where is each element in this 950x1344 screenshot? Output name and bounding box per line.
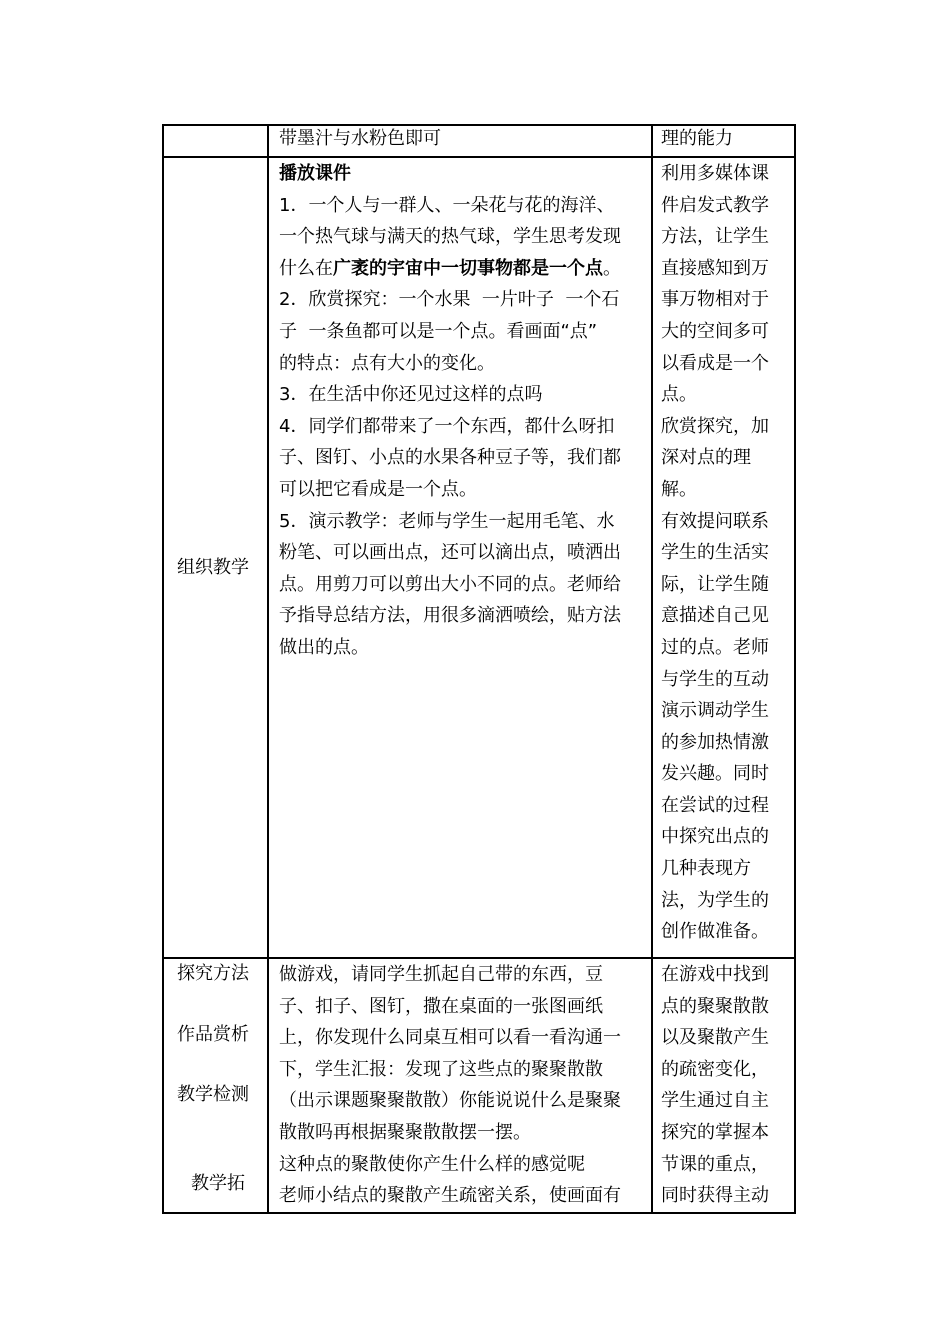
text-line: 老师小结点的聚散产生疏密关系，使画面有	[279, 1185, 621, 1207]
process-cell	[268, 958, 652, 1213]
text-line: 粉笔、可以画出点，还可以滴出点，喷洒出	[279, 542, 621, 564]
table-row	[163, 157, 795, 958]
stage-cell	[163, 125, 268, 157]
text-span: 什么在	[279, 257, 333, 279]
stage-cell	[163, 157, 268, 958]
text-line: 创作做准备。	[661, 921, 769, 943]
stage-label: 教学拓	[191, 1173, 245, 1194]
text-line: 发兴趣。同时	[661, 763, 769, 785]
text-line: 2．欣赏探究：一个水果 一片叶子 一个石	[279, 289, 620, 311]
table-row	[163, 125, 795, 157]
text-line: 带墨汁与水粉色即可	[279, 128, 441, 149]
text-line: 做出的点。	[279, 636, 369, 658]
stage-label: 教学检测	[177, 1084, 249, 1105]
text-line: 上，你发现什么同桌互相可以看一看沟通一	[279, 1027, 621, 1049]
stage-label: 作品赏析	[177, 1024, 249, 1045]
text-line: （出示课题聚聚散散）你能说说什么是聚聚	[279, 1090, 621, 1112]
text-line: 欣赏探究，加	[661, 415, 769, 437]
text-line: 的特点：点有大小的变化。	[279, 352, 495, 374]
text-line: 下，学生汇报：发现了这些点的聚聚散散	[279, 1058, 603, 1080]
text-line: 这种点的聚散使你产生什么样的感觉呢	[279, 1153, 585, 1175]
text-line: 一个热气球与满天的热气球，学生思考发现	[279, 226, 621, 248]
text-line: 在游戏中找到	[661, 964, 769, 985]
text-line: 演示调动学生	[661, 700, 769, 722]
emphasis-text: 广袤的宇宙中一切事物都是一个点	[333, 257, 603, 279]
text-line: 有效提问联系	[661, 510, 769, 532]
text-line: 子 一条鱼都可以是一个点。看画面“点”	[279, 320, 598, 342]
lesson-plan-table	[162, 124, 796, 1214]
table-row	[163, 958, 795, 1213]
text-line: 点的聚聚散散	[661, 995, 769, 1017]
text-line: 解。	[661, 478, 697, 500]
text-line: 过的点。老师	[661, 636, 769, 658]
text-line: 点。用剪刀可以剪出大小不同的点。老师给	[279, 573, 621, 595]
text-line: 同时获得主动	[661, 1185, 769, 1207]
intent-cell	[652, 958, 795, 1213]
stage-label: 探究方法	[177, 963, 249, 984]
text-line: 的疏密变化，	[661, 1058, 769, 1080]
text-line: 4．同学们都带来了一个东西，都什么呀扣	[279, 415, 615, 437]
process-cell	[268, 125, 652, 157]
text-line: 事万物相对于	[661, 289, 769, 311]
text-line: 与学生的互动	[661, 668, 769, 690]
stage-cell	[163, 958, 268, 1213]
text-line: 的参加热情激	[661, 731, 769, 753]
text-line: 方法，让学生	[661, 226, 769, 248]
text-line: 节课的重点，	[661, 1153, 769, 1175]
text-line: 利用多媒体课	[661, 163, 769, 184]
text-line: 在尝试的过程	[661, 794, 769, 816]
intent-cell	[652, 125, 795, 157]
text-line: 子、图钉、小点的水果各种豆子等，我们都	[279, 447, 621, 469]
text-line: 直接感知到万	[661, 257, 769, 279]
text-line: 际，让学生随	[661, 573, 769, 595]
text-line: 学生的生活实	[661, 542, 769, 564]
text-line: 意描述自己见	[661, 605, 769, 627]
text-line: 5．演示教学：老师与学生一起用毛笔、水	[279, 510, 615, 532]
text-line: 子、扣子、图钉，撒在桌面的一张图画纸	[279, 995, 603, 1017]
process-cell	[268, 157, 652, 958]
intent-cell	[652, 157, 795, 958]
stage-label: 组织教学	[177, 557, 249, 578]
text-line: 点。	[661, 384, 697, 406]
text-line: 以看成是一个	[661, 352, 769, 374]
text-line: 法，为学生的	[661, 889, 769, 911]
text-line: 予指导总结方法，用很多滴洒喷绘，贴方法	[279, 605, 621, 627]
text-line: 理的能力	[661, 128, 733, 149]
text-line: 件启发式教学	[661, 194, 769, 216]
section-heading: 播放课件	[279, 163, 351, 184]
text-line: 做游戏，请同学生抓起自己带的东西，豆	[279, 964, 603, 985]
text-line: 探究的掌握本	[661, 1121, 769, 1143]
text-line	[269, 253, 651, 285]
text-line: 中探究出点的	[661, 826, 769, 848]
text-line: 可以把它看成是一个点。	[279, 478, 477, 500]
text-span: 。	[603, 257, 621, 279]
text-line: 1．一个人与一群人、一朵花与花的海洋、	[279, 194, 615, 216]
text-line: 大的空间多可	[661, 320, 769, 342]
text-line: 几种表现方	[661, 858, 751, 880]
text-line: 学生通过自主	[661, 1090, 769, 1112]
text-line: 以及聚散产生	[661, 1027, 769, 1049]
text-line: 3．在生活中你还见过这样的点吗	[279, 384, 543, 406]
text-line: 深对点的理	[661, 447, 751, 469]
text-line: 散散吗再根据聚聚散散摆一摆。	[279, 1121, 531, 1143]
